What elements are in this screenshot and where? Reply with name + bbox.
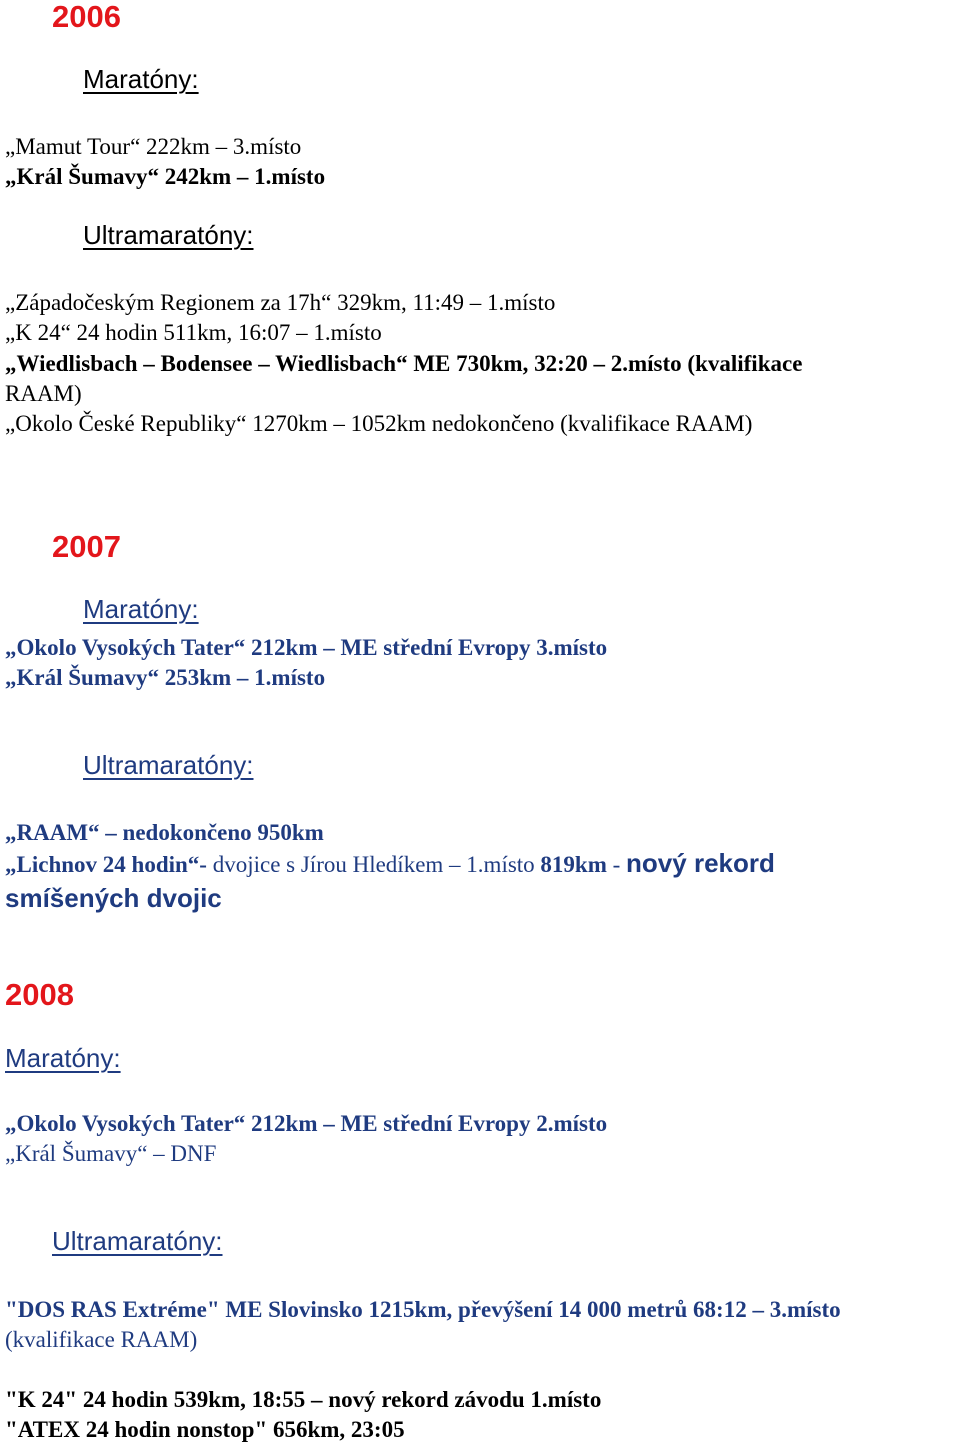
maratony-heading-2008: Maratóny: [5, 1043, 121, 1073]
year-heading-2006: 2006 [52, 0, 121, 34]
race-2006-wiedlisbach-a: „Wiedlisbach – Bodensee – Wiedlisbach“ ME 730km, 32:20 – 2. [5, 351, 628, 376]
lichnov-detail: dvojice s Jírou Hledíkem – 1.místo [206, 852, 541, 877]
race-2006-kral: „Král Šumavy“ 242km – 1.místo [5, 164, 326, 189]
race-2007-raam: „RAAM“ – nedokončeno 950km [5, 820, 324, 845]
lichnov-name: „Lichnov 24 hodin“- [5, 852, 207, 877]
race-2008-atex: "ATEX 24 hodin nonstop" 656km, 23:05 [5, 1417, 405, 1442]
race-2006-k24: „K 24“ 24 hodin 511km, 16:07 – 1.místo [5, 320, 382, 345]
race-2006-wiedlisbach [5, 351, 802, 377]
race-2006-zapadocesky: „Západočeským Regionem za 17h“ 329km, 11:49 – 1.místo [5, 290, 556, 315]
ultra-heading-2006: Ultramaratóny: [83, 220, 254, 250]
maratony-heading-2006: Maratóny: [83, 64, 199, 94]
ultra-heading-2007: Ultramaratóny: [83, 750, 254, 780]
race-2008-dos-ras: "DOS RAS Extréme" ME Slovinsko 1215km, převýšení 14 000 metrů 68:12 – 3.místo [5, 1297, 841, 1322]
lichnov-dash: - [606, 852, 627, 877]
race-2006-wiedlisbach-b: místo (kvalifikace [628, 351, 803, 376]
race-2007-kral: „Král Šumavy“ 253km – 1.místo [5, 665, 326, 690]
race-2007-lichnov [5, 850, 775, 878]
race-2008-dos-ras-qual: (kvalifikace RAAM) [5, 1327, 198, 1352]
race-2007-tatry: „Okolo Vysokých Tater“ 212km – ME střední Evropy 3.místo [5, 635, 608, 660]
ultra-heading-2008: Ultramaratóny: [52, 1226, 223, 1256]
maratony-heading-2007: Maratóny: [83, 594, 199, 624]
race-2007-lichnov-record-cont: smíšených dvojic [5, 883, 222, 913]
year-heading-2007: 2007 [52, 529, 121, 564]
race-2006-okolo-cr: „Okolo České Republiky“ 1270km – 1052km nedokončeno (kvalifikace RAAM) [5, 411, 753, 436]
race-2008-k24: "K 24" 24 hodin 539km, 18:55 – nový rekord závodu 1.místo [5, 1387, 602, 1412]
lichnov-distance: 819km [540, 852, 607, 877]
race-2008-tatry: „Okolo Vysokých Tater“ 212km – ME střední Evropy 2.místo [5, 1111, 608, 1136]
lichnov-record: nový rekord [626, 848, 775, 878]
race-2008-kral: „Král Šumavy“ – DNF [5, 1141, 217, 1166]
race-2006-raam-qual: RAAM) [5, 381, 82, 406]
year-heading-2008: 2008 [5, 977, 74, 1012]
race-2006-mamut: „Mamut Tour“ 222km – 3.místo [5, 134, 302, 159]
